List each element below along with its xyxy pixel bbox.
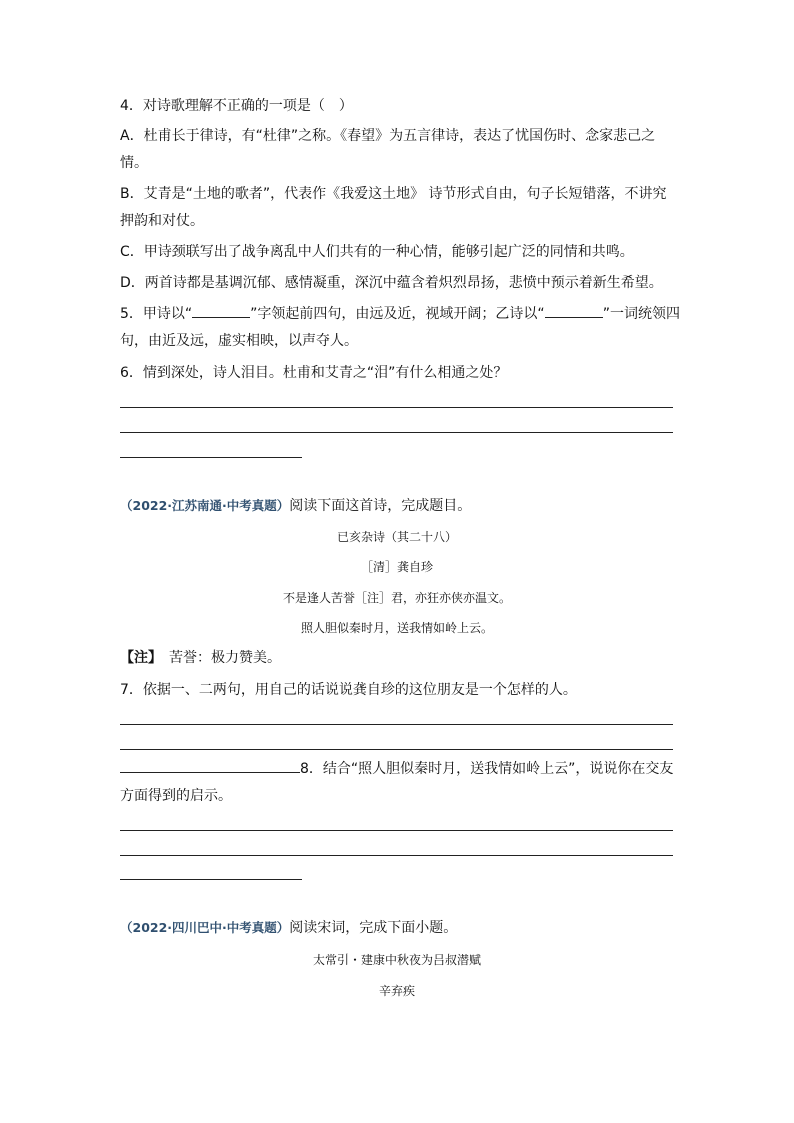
q4-option-a-line1: A．杜甫长于律诗，有“杜律”之称。《春望》为五言律诗，表达了忧国伤时、念家悲己之 — [120, 128, 656, 144]
q4-option-d: D．两首诗都是基调沉郁、感情凝重，深沉中蕴含着炽烈昂扬，悲愤中预示着新生希望。 — [120, 275, 663, 291]
q8-answer-line-2[interactable] — [120, 855, 673, 856]
source-tag-2: （2022·四川巴中·中考真题） — [120, 920, 290, 935]
q4-stem: 4．对诗歌理解不正确的一项是（ ） — [120, 98, 353, 114]
q5-part2: ”字领起前四句，由远及近，视域开阔；乙诗以“ — [250, 306, 545, 322]
q8-line1 — [120, 756, 690, 783]
q4-option-c: C．甲诗颈联写出了战争离乱中人们共有的一种心情，能够引起广泛的同情和共鸣。 — [120, 244, 634, 260]
source-tag: （2022·江苏南通·中考真题） — [120, 498, 290, 513]
q4-option-a-line2: 情。 — [120, 155, 148, 171]
q6-answer-line-3[interactable] — [120, 457, 302, 458]
poem-title: 已亥杂诗（其二十八） — [336, 530, 457, 544]
poem-3-title: 太常引・建康中秋夜为吕叔潜赋 — [312, 953, 481, 967]
q5-blank-1[interactable] — [192, 303, 250, 318]
q7-stem: 7．依据一、二两句，用自己的话说说龚自珍的这位朋友是一个怎样的人。 — [120, 682, 577, 698]
q5-line1 — [120, 301, 680, 328]
q7-answer-line-3[interactable] — [120, 758, 300, 773]
q8-line2: 方面得到的启示。 — [120, 788, 232, 804]
note-tag: 【注】 — [120, 650, 155, 666]
q4-option-b-line1: B．艾青是“土地的歌者”，代表作《我爱这土地》 诗节形式自由，句子长短错落，不讲究 — [120, 186, 667, 202]
section-3-header — [120, 914, 680, 942]
q5-blank-2[interactable] — [545, 303, 603, 318]
q7-answer-line-1[interactable] — [120, 724, 673, 725]
section-3-instruction: 阅读宋词，完成下面小题。 — [289, 920, 458, 936]
poem-note — [120, 645, 680, 672]
section-2-header — [120, 492, 680, 520]
q8-answer-line-1[interactable] — [120, 830, 673, 831]
section-instruction: 阅读下面这首诗，完成题目。 — [289, 498, 472, 514]
q6-answer-line-1[interactable] — [120, 407, 673, 408]
q5-part3: ”一词统领四 — [602, 306, 680, 322]
poem-line-2: 照人胆似秦时月，送我情如岭上云。 — [300, 621, 493, 635]
note-text: 苦誉：极力赞美。 — [155, 650, 281, 666]
q6-stem: 6．情到深处，诗人泪目。杜甫和艾青之“泪”有什么相通之处？ — [120, 365, 508, 381]
poem-author: ［清］龚自珍 — [360, 560, 433, 574]
q8-answer-line-3[interactable] — [120, 879, 302, 880]
q7-answer-line-2[interactable] — [120, 749, 673, 750]
poem-3-author: 辛弃疾 — [378, 984, 415, 998]
q5-part1: 5．甲诗以“ — [120, 306, 193, 322]
poem-line-1: 不是逢人苦誉［注］君，亦狂亦侠亦温文。 — [282, 591, 511, 605]
q6-answer-line-2[interactable] — [120, 432, 673, 433]
q5-line2: 句，由近及远，虚实相映，以声夺人。 — [120, 333, 358, 349]
q8-stem-1: 8．结合“照人胆似秦时月，送我情如岭上云”，说说你在交友 — [300, 761, 674, 777]
q4-option-b-line2: 押韵和对仗。 — [120, 213, 204, 229]
